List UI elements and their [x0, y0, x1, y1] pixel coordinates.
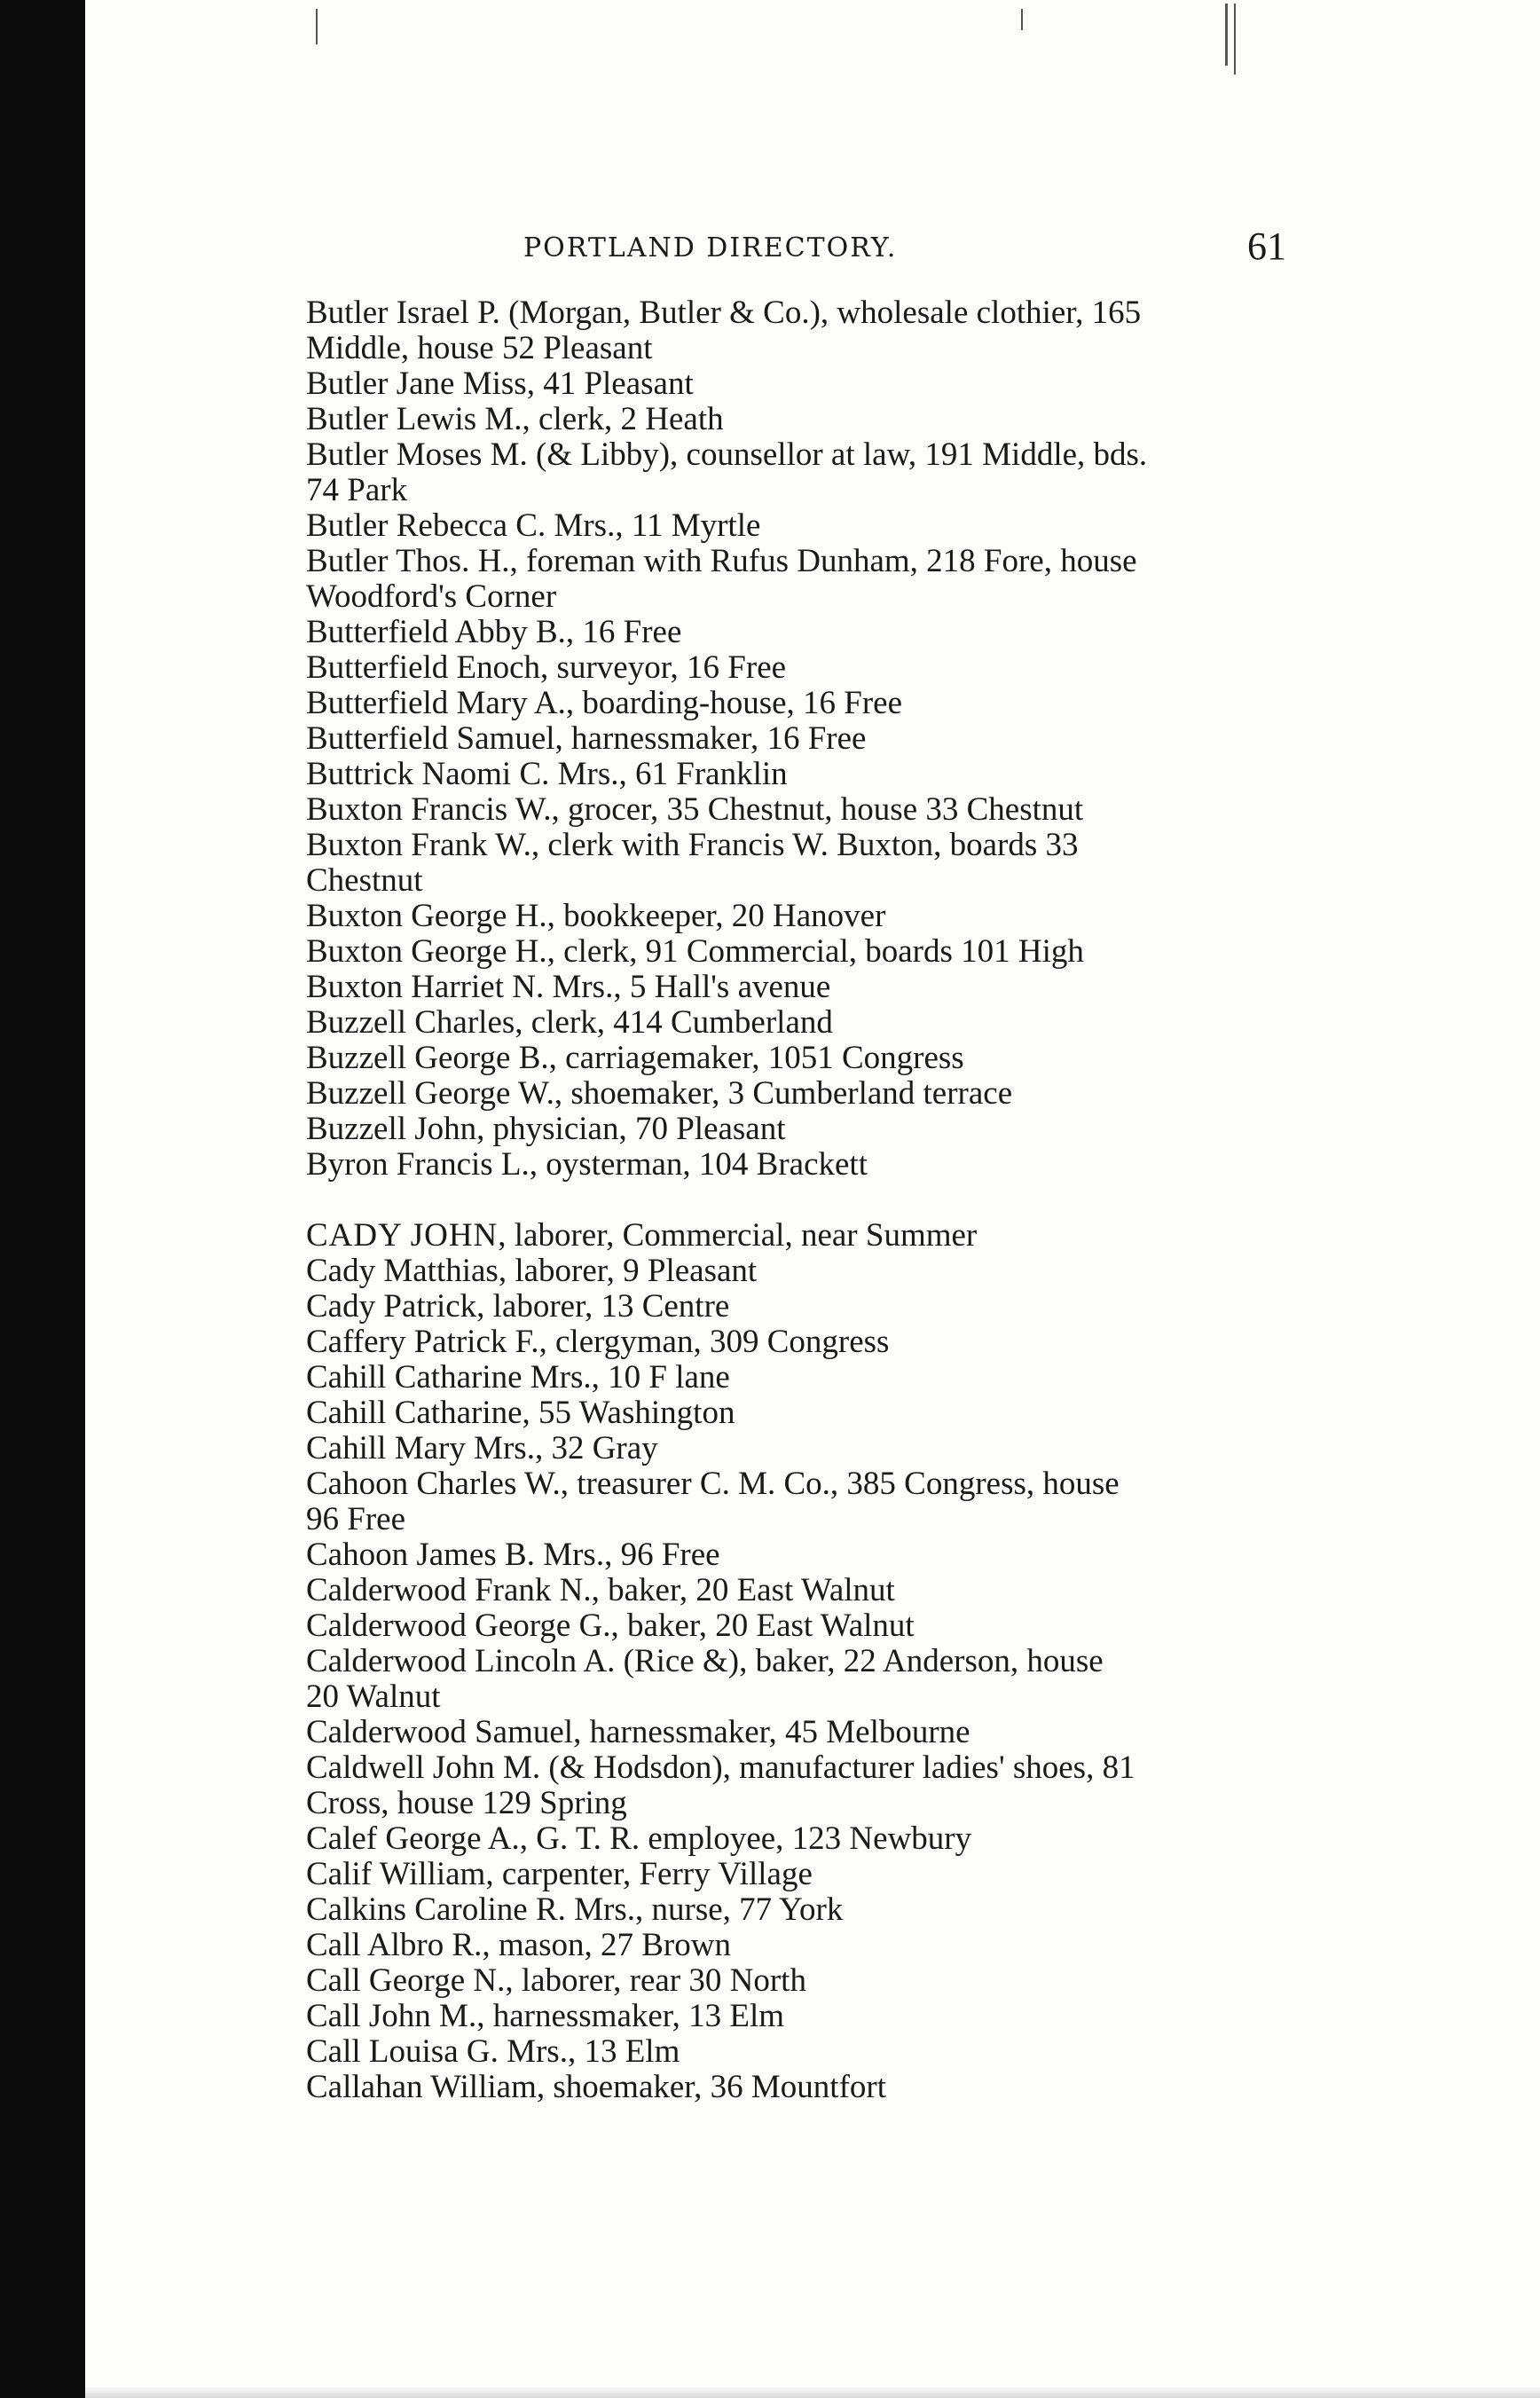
entry-line: Cahoon Charles W., treasurer C. M. Co., 385 Congress, house: [306, 1466, 1120, 1502]
directory-entry: [306, 1537, 1286, 1573]
entry-line: Butler Rebecca C. Mrs., 11 Myrtle: [306, 507, 761, 544]
entry-line: Call John M., harnessmaker, 13 Elm: [306, 1998, 785, 2034]
directory-entry: [306, 1041, 1286, 1076]
entry-line: Caffery Patrick F., clergyman, 309 Congress: [306, 1324, 890, 1360]
running-head: PORTLAND DIRECTORY.: [523, 232, 898, 263]
entry-line: Calef George A., G. T. R. employee, 123 Newbury: [306, 1820, 972, 1857]
directory-entry: [306, 1928, 1286, 1963]
directory-entry: [306, 792, 1286, 828]
directory-entry: [306, 1608, 1286, 1644]
directory-entry: [306, 1892, 1286, 1928]
directory-entry: [306, 1360, 1286, 1396]
entry-continuation: 96 Free: [306, 1501, 405, 1537]
directory-entry: [306, 686, 1286, 721]
directory-entry: [306, 1112, 1286, 1147]
scan-speck: [1021, 9, 1023, 30]
entry-line: Buxton Harriet N. Mrs., 5 Hall's avenue: [306, 969, 831, 1005]
directory-entry: [306, 1289, 1286, 1325]
entry-line: Buxton Frank W., clerk with Francis W. Buxton, boards 33: [306, 827, 1079, 863]
entry-line: Calderwood Frank N., baker, 20 East Walnut: [306, 1572, 895, 1608]
directory-entry: [306, 2034, 1286, 2070]
entry-line: Butler Lewis M., clerk, 2 Heath: [306, 401, 724, 437]
page-number: 61: [1247, 224, 1286, 268]
entry-line: Calderwood George G., baker, 20 East Walnut: [306, 1608, 915, 1644]
scan-edge-left: [0, 0, 85, 2398]
directory-entry: [306, 899, 1286, 934]
entry-line: Calkins Caroline R. Mrs., nurse, 77 York: [306, 1891, 844, 1928]
directory-entry: [306, 295, 1286, 366]
entry-line: Call Louisa G. Mrs., 13 Elm: [306, 2033, 680, 2070]
directory-entry: [306, 1466, 1286, 1537]
directory-entry: [306, 1821, 1286, 1857]
entry-line: Cady Matthias, laborer, 9 Pleasant: [306, 1253, 758, 1289]
scan-speck: [1225, 4, 1228, 66]
entry-line: Cahill Mary Mrs., 32 Gray: [306, 1430, 658, 1466]
entry-line: Butler Thos. H., foreman with Rufus Dunham, 218 Fore, house: [306, 543, 1137, 579]
directory-listing: [306, 295, 1286, 2105]
directory-entry: [306, 1431, 1286, 1466]
entry-line: Buxton Francis W., grocer, 35 Chestnut, house 33 Chestnut: [306, 791, 1084, 828]
directory-entry: [306, 1005, 1286, 1041]
entry-line: Cahoon James B. Mrs., 96 Free: [306, 1537, 720, 1573]
directory-entry: [306, 1857, 1286, 1892]
entry-line: Buttrick Naomi C. Mrs., 61 Franklin: [306, 756, 788, 792]
directory-entry: [306, 1147, 1286, 1183]
entry-line: Call Albro R., mason, 27 Brown: [306, 1927, 731, 1963]
directory-entry: [306, 650, 1286, 686]
entry-line: Callahan William, shoemaker, 36 Mountfort: [306, 2069, 886, 2105]
entry-line: Byron Francis L., oysterman, 104 Brackett: [306, 1146, 868, 1183]
directory-entry: [306, 1396, 1286, 1431]
entry-line: Cahill Catharine Mrs., 10 F lane: [306, 1359, 730, 1396]
entry-line: Buzzell George W., shoemaker, 3 Cumberland terrace: [306, 1075, 1013, 1112]
directory-entry: [306, 721, 1286, 757]
entry-continuation: Woodford's Corner: [306, 578, 557, 615]
directory-entry: [306, 1750, 1286, 1821]
entry-line: Butterfield Samuel, harnessmaker, 16 Free: [306, 720, 867, 757]
directory-entry: [306, 1218, 1286, 1254]
directory-entry: [306, 437, 1286, 508]
scan-speck: [1234, 4, 1236, 75]
section-gap: [306, 1183, 1286, 1218]
entry-line: Buzzell John, physician, 70 Pleasant: [306, 1111, 786, 1147]
entry-line: Butterfield Enoch, surveyor, 16 Free: [306, 649, 787, 686]
entry-line: Buxton George H., bookkeeper, 20 Hanover: [306, 898, 886, 934]
entry-line: Butterfield Abby B., 16 Free: [306, 614, 682, 650]
directory-entry: [306, 1254, 1286, 1289]
entry-line: Butterfield Mary A., boarding-house, 16 Free: [306, 685, 903, 721]
directory-entry: [306, 402, 1286, 437]
entry-line: Cahill Catharine, 55 Washington: [306, 1395, 735, 1431]
entry-continuation: 20 Walnut: [306, 1679, 441, 1715]
directory-entry: [306, 1715, 1286, 1750]
entry-line: Calderwood Samuel, harnessmaker, 45 Melbourne: [306, 1714, 970, 1750]
directory-entry: [306, 1644, 1286, 1715]
entry-line: Calderwood Lincoln A. (Rice &), baker, 22 Anderson, house: [306, 1643, 1104, 1679]
directory-entry: [306, 757, 1286, 792]
entries-b: [306, 295, 1286, 1183]
entry-line: Buzzell George B., carriagemaker, 1051 Congress: [306, 1040, 964, 1076]
entry-continuation: Middle, house 52 Pleasant: [306, 330, 653, 366]
entry-continuation: Cross, house 129 Spring: [306, 1785, 627, 1821]
directory-entry: [306, 1325, 1286, 1360]
directory-entry: [306, 2070, 1286, 2105]
section-lead-name: CADY JOHN: [306, 1217, 499, 1254]
directory-entry: [306, 1076, 1286, 1112]
entry-continuation: 74 Park: [306, 472, 408, 508]
entry-line: Butler Israel P. (Morgan, Butler & Co.), wholesale clothier, 165: [306, 295, 1142, 331]
entry-line: Butler Jane Miss, 41 Pleasant: [306, 366, 694, 402]
entry-line: Call George N., laborer, rear 30 North: [306, 1962, 806, 1999]
entry-line: Caldwell John M. (& Hodsdon), manufacturer ladies' shoes, 81: [306, 1749, 1135, 1786]
entry-line: Calif William, carpenter, Ferry Village: [306, 1856, 813, 1892]
entries-c: [306, 1254, 1286, 2105]
directory-entry: [306, 934, 1286, 970]
directory-entry: [306, 615, 1286, 650]
directory-entry: [306, 828, 1286, 899]
entry-line: Buzzell Charles, clerk, 414 Cumberland: [306, 1004, 833, 1041]
entry-line: Buxton George H., clerk, 91 Commercial, boards 101 High: [306, 933, 1084, 970]
section-lead-rest: , laborer, Commercial, near Summer: [498, 1217, 978, 1254]
entry-continuation: Chestnut: [306, 862, 423, 899]
directory-entry: [306, 1573, 1286, 1608]
directory-entry: [306, 508, 1286, 544]
page-header: [523, 224, 1286, 277]
entry-line: Cady Patrick, laborer, 13 Centre: [306, 1288, 730, 1325]
directory-entry: [306, 1963, 1286, 1999]
scan-speck: [316, 9, 318, 44]
directory-entry: [306, 366, 1286, 402]
directory-entry: [306, 1999, 1286, 2034]
directory-entry: [306, 544, 1286, 615]
directory-entry: [306, 970, 1286, 1005]
entry-line: Butler Moses M. (& Libby), counsellor at law, 191 Middle, bds.: [306, 436, 1148, 473]
scan-edge-bottom: [85, 2386, 1540, 2398]
